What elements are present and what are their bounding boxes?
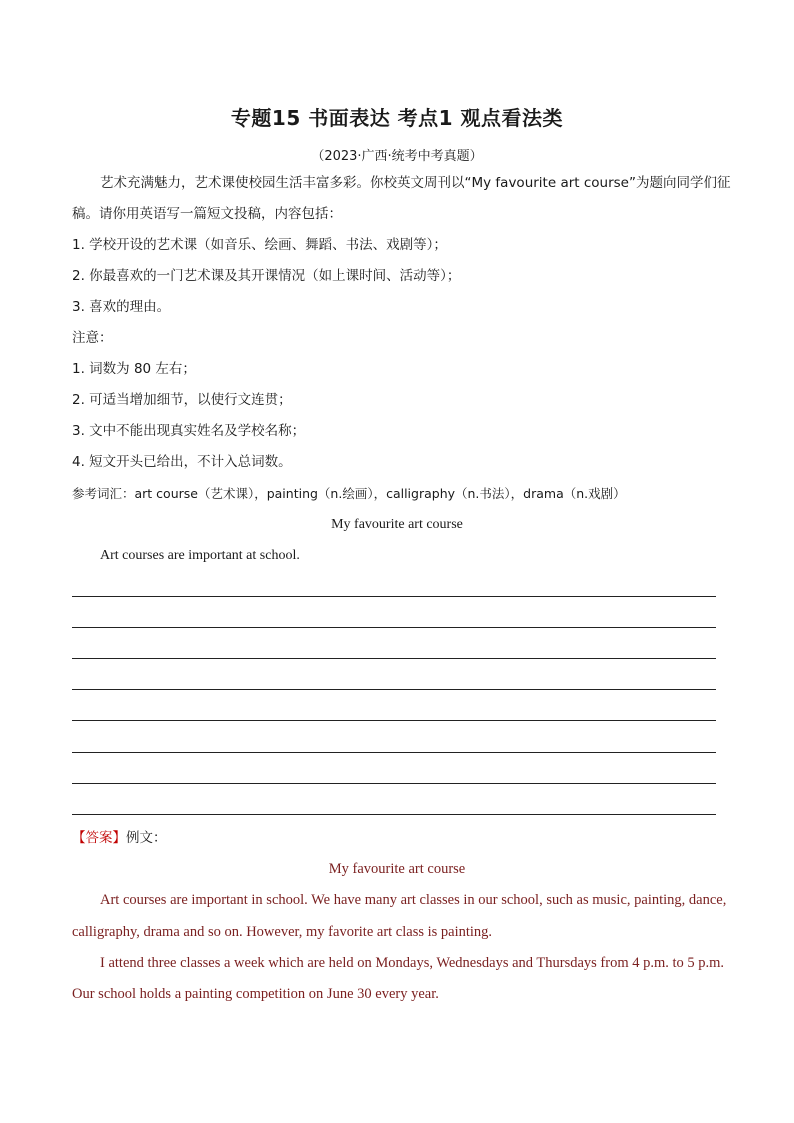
note-2: 2. 可适当增加细节，以使行文连贯； xyxy=(72,392,292,408)
writing-line xyxy=(72,627,716,628)
note-3: 3. 文中不能出现真实姓名及学校名称； xyxy=(72,423,306,439)
essay-heading: My favourite art course xyxy=(331,517,463,532)
answer-line-4: Our school holds a painting competition on June 30 every year. xyxy=(72,986,439,1002)
writing-line xyxy=(72,596,716,597)
prompt-point-3: 3. 喜欢的理由。 xyxy=(72,299,171,315)
prompt-intro-line-1: 艺术充满魅力，艺术课使校园生活丰富多彩。你校英文周刊以“My favourite art course”为题向同学们征 xyxy=(100,175,731,191)
answer-label xyxy=(72,828,722,848)
answer-line-2: calligraphy, drama and so on. However, my favorite art class is painting. xyxy=(72,924,493,940)
exam-source: （2023·广西·统考中考真题） xyxy=(311,149,483,164)
prompt-point-2: 2. 你最喜欢的一门艺术课及其开课情况（如上课时间、活动等）； xyxy=(72,268,461,284)
notes-label: 注意： xyxy=(72,330,113,346)
writing-line xyxy=(72,689,716,690)
prompt-intro-line-2: 稿。请你用英语写一篇短文投稿，内容包括： xyxy=(72,206,342,222)
note-4: 4. 短文开头已给出，不计入总词数。 xyxy=(72,454,292,470)
essay-opening: Art courses are important at school. xyxy=(100,548,300,563)
answer-heading: My favourite art course xyxy=(328,861,466,877)
example-label: 例文： xyxy=(126,830,167,846)
writing-line xyxy=(72,658,716,659)
writing-line xyxy=(72,720,716,721)
answer-line-3: I attend three classes a week which are held on Mondays, Wednesdays and Thursdays from 4 p.m. to 5 p.m. xyxy=(100,955,725,971)
writing-line xyxy=(72,814,716,815)
answer-line-1: Art courses are important in school. We have many art classes in our school, such as music, painting, dance, xyxy=(100,892,727,908)
reference-vocabulary: 参考词汇：art course（艺术课），painting（n.绘画），calligraphy（n.书法），drama（n.戏剧） xyxy=(72,486,626,501)
prompt-point-1: 1. 学校开设的艺术课（如音乐、绘画、舞蹈、书法、戏剧等）； xyxy=(72,237,447,253)
writing-line xyxy=(72,752,716,753)
page-title: 专题15 书面表达 考点1 观点看法类 xyxy=(230,106,564,130)
note-1: 1. 词数为 80 左右； xyxy=(72,361,196,377)
writing-line xyxy=(72,783,716,784)
answer-tag: 【答案】 xyxy=(72,830,126,846)
